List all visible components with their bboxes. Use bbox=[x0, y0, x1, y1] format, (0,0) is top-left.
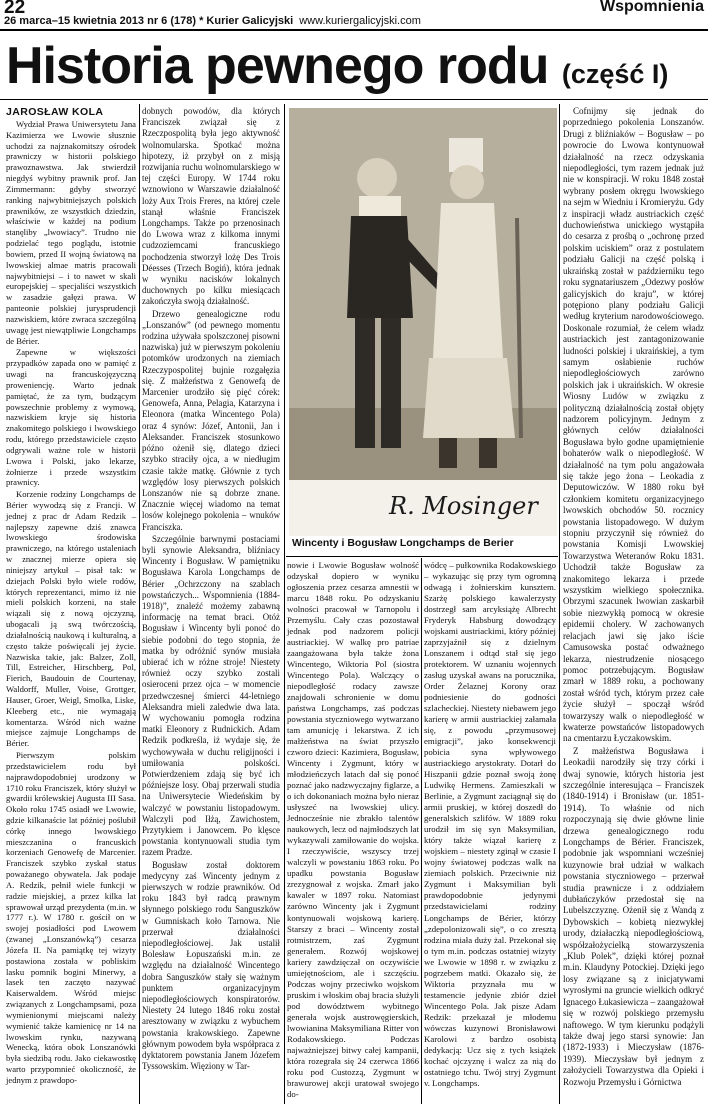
paragraph: Pierwszym polskim przedstawicielem rodu był najprawdopodobniej urodzony w 1710 roku Franciszek, który służył w gwardii królewskiej Augusta III Sasa. Około roku 1745 osiadł we Lwowie, gdzie kilkanaście lat później poślubił córkę innego lwowskiego mieszczanina o francuskich korzeniach Genowefę de Marcenier. Franciszek szybko zyskał status poważanego obywatela. Jak podaje A. Redzik, pełnił wiele funkcji w radzie miejskiej, a przez kilka lat sprawował urząd prezydenta (m.in. w 1777 r.). W 1780 r. gościł on w swojej posiadłości pod Lwowem (zwanej „Lonszanówką”) cesarza Józefa II. Na pamiątkę tej wizyty postawiona została w pobliskim lasku pomnik bogini Minerwy, a lasek ten zaczęto nazywać Kaiserwaldem. Wśród miejsc związanych z Longchampsami, poza wymienionymi miejscami należy wymienić także kamienicę nr 14 na lwowskim rynku, nazywaną Wenecką, która obok Lonszanówki była siedzibą rodu. Jako ciekawostkę warto przypomnieć okoliczność, że jednym z prawdopo- bbox=[6, 750, 136, 1085]
issue-date: 26 marca–15 kwietnia 2013 nr 6 (178) * Kurier Galicyjski bbox=[4, 15, 294, 27]
paragraph: wódcę – pułkownika Rodakowskiego – wykazując się przy tym ogromną odwagą i żołnierskim kunsztem. Szarżę polskiego kawalerzysty dostrzegł sam arcyksiążę Albrecht Fryderyk Habsburg dowodzący wojskami austriackimi, który później zaprzyjaźnił się z dzielnym Lonszanem i odtąd stał się jego protektorem. W uznaniu wojennych zasług uzyskał awans na porucznika, Order Żelaznej Korony oraz podniesienie do godności szlacheckiej. Niestety niebawem jego karierę w armii austriackiej załamała się, z powodu „przymusowej emigracji”, jako konsekwencji pobicia syna wpływowego austriackiego arystokraty. Dotarł do Hiszpanii gdzie poznał swoją żonę Ludwikę Hermens. Zamieszkali w Berlinie, a Zygmunt zaciągnął się do armii pruskiej, w której doszedł do generalskich szlifów. W 1889 roku urodził im się syn Maksymilian, który także wiązał karierę z wojskiem – niestety zginął w czasie I wojny światowej podczas walk na ziemiach polskich. Przeciwnie niż Zygmunt i Maksymilian byli prawdopodobnie jedynymi przedstawicielami rodziny Longchamps de Bérier, którzy „zdepolonizowali się”, o co zresztą rodzina miała duży żal. Przekonał się o tym m.in. podczas ostatniej wizyty we Lwowie w 1898 r. w związku z pogrzebem matki. Okazało się, że Wiktoria przyznała mu w testamencie jedynie zbiór dzieł Wincentego Pola. Jak pisze Adam Redzik: przekazał je młodemu wówczas kuzynowi Bronisławowi Karolowi z bardzo osobistą dedykacją: Ucz się z tych książek kochać ojczyznę i walcz za nią do ostatniego tchu. Twój stryj Zygmunt v. Longchamps. bbox=[424, 560, 556, 1088]
historic-photo bbox=[289, 108, 557, 536]
photo-caption: Wincenty i Bogusław Longchamps de Berier bbox=[292, 537, 514, 549]
section-title: Wspomnienia bbox=[599, 0, 704, 15]
issue-info bbox=[4, 15, 421, 27]
title-main: Historia pewnego rodu bbox=[6, 37, 549, 95]
article-column-1 bbox=[6, 106, 136, 1086]
paragraph: Zapewne w większości przypadków zapada ono w pamięć z uwagi na francuskojęzyczną proweniencję. Warto jednak pamiętać, że za tym, budzącym powszechnie problemy z wymową, nazwiskiem kryje się historia znakomitego polskiego i lwowskiego rodu, którego przedstawiciele często odgrywali ważne role w historii Lwowa i Polski, jako lekarze, żołnierze i przede wszystkim prawnicy. bbox=[6, 347, 136, 488]
article-title bbox=[6, 36, 706, 104]
article-column-3 bbox=[287, 560, 419, 1100]
paragraph: dobnych powodów, dla których Franciszek związał się z Rzeczpospolitą była jego aktywność wolnomularska. Spotkać można hipotezy, iż przybył on z misją rozwijania ruchu wolnomularskiego w tej części Europy. W 1744 roku wznowiono w Warszawie działalność loży Aux Trois Freres, na której czele stanął właśnie Franciszek Longchamps. Także po przenosinach do Lwowa wraz z kilkoma innymi cudzoziemcami francuskiego pochodzenia stworzył lożę Des Trois Déesses (Trzech Bogiń), która jednak w wyniku nacisków lokalnych duchownych po kilku miesiącach zakończyła swoją działalność. bbox=[142, 106, 280, 307]
page-header bbox=[0, 0, 708, 27]
paragraph: Szczególnie barwnymi postaciami byli synowie Aleksandra, bliźniacy Wincenty i Bogusław. W pamiętniku Bogusława Karola Longchamps de Bérier „Ochrzczony na szablach powstańczych... Wspomnienia (1884-1918)”, znaleźć możemy zabawną informację na temat braci. Otóż Bogusław i Wincenty byli ponoć do siebie podobni do tego stopnia, że matka by odróżnić synów musiała ubierać ich w różne stroje! Niestety również oczy szybko zostali osieroceni przez ojca – w momencie przedwczesnej śmierci 44-letniego Aleksandra mieli zaledwie dwa lata. W wychowaniu pomogła rodzina matki Eleonory z Rudnickich. Adam Redzik podkreśla, iż wydaje się, że wychowywała w duchu religijności i umiłowania polskości. Potwierdzeniem zdają się być ich późniejsze losy. Obaj przerwali studia na Uniwersytecie Wiedeńskim by walczyć w powstaniu listopadowym. Walczyli pod Iłżą, Zawichostem, Przytykiem i Janowcem. Po klęsce powstania kontynuowali studia tym razem Pradze. bbox=[142, 533, 280, 858]
article-column-2 bbox=[142, 106, 280, 1072]
photo-illustration bbox=[289, 108, 557, 536]
paragraph: Korzenie rodziny Longchamps de Bérier wywodzą się z Francji. W jednej z prac dr Adam Redzik – najlepszy zapewne dziś znawca lwowskiego środowiska prawniczego, na którego ustaleniach w znacznej mierze opiera się niniejszy artykuł – pisał tak: w dziejach Polski było wiele rodów, których reprezentanci, mimo iż nie mieli polskich korzeni, na stałe wiązali się z nową ojczyzną, ubogacali ją swą twórczością, działalnością naukową i kulturalną, a często także poświęcali jej życie. Nazwiska takie, jak: Balzer, Zoll, Till, Estreicher, Hirschberg, Pol, Fierich, Baudouin de Courtenay, Waldorff, Muller, Voise, Grottger, Hauser, Groer, Weigl, Smolka, Liske, Kleeberg etc., nie wymagają komentarza. Wśród nich ważne miejsce zajmuje Longchamps de Bérier. bbox=[6, 489, 136, 749]
paragraph: Z małżeństwa Bogusława i Leokadii narodziły się trzy córki i dwaj synowie, których historia jest szczególnie interesująca – Franciszek (1840-1914) i Bronisław (ur. 1851-1914). To właśnie od nich rozpoczynają się dwie główne linie drzewa genealogicznego rodu Longchamps de Bérier. Franciszek, podobnie jak wspomniani wcześniej kuzynowie brał udział w walkach powstania styczniowego – przerwał studia prawnicze i z oddziałem dubłańczyków przedostał się na Lubelszczyznę. Ożenił się z Wandą z Dybowskich – kobietą niezwykłej urody, działaczką niepodległościową, współzałożycielką stowarzyszenia „Klub Polek”, dzięki której poznał m.in. Klaudyny Potockiej. Dzięki jego losy związane są z inicjatywami wyrosłymi na gruncie wielkich odkryć Ignacego Łukasiewicza – zaangażował się w rozwój polskiego przemysłu naftowego. W tym kierunku podążyli także dwaj jego starsi synowie: Jan (1872-1933) i Mieczysław (1876-1939). Mieczysław był jednym z założycieli Towarzystwa dla Opieki i Rozwoju Przemysłu i Górnictwa bbox=[563, 745, 704, 1087]
paragraph: Cofnijmy się jednak do poprzedniego pokolenia Lonszanów. Drugi z bliźniaków – Bogusław – po powrocie do Lwowa kontynuował działalność na rzecz odzyskania niepodległości, tym razem jednak już nie w konspiracji. W roku 1848 został wybrany posłem okręgu lwowskiego na sejm w Wiedniu i Kromieryżu. Gdy z inspiracji władz austriackich część duchowieństwa unickiego wystąpiła do cesarza z prośbą o „ochronę przed polskim uciskiem” oraz z postulatem podziału Galicji na część polską i ukraińską został w październiku tego roku sygnatariuszem „Odezwy posłów galicyjskich do kraju”, w której potępiono plany podziału Galicji według kryterium narodowościowego. Doskonale rozumiał, że celem władz austriackich jest zantagonizowanie ludności polskiej i ukraińskiej, a tym samym osłabienie ruchów niepodległościowych zarówno polskich jak i ukraińskich. W okresie Wiosny Ludów w związku z polityczną działalnością został objęty nadzorem policyjnym. Jednym z głównych celów działalności Bogusława było godne upamiętnienie bohaterów walk o niepodległość. W działalność na tym polu angażowała się także jego żona – Leokadia z Deputowiczów. W 1880 roku był członkiem komitetu organizacyjnego lwowskich obchodów 50. rocznicy powstania listopadowego. W dużym stopniu przyczynił się również do powstania Komisji Lwowskiej Towarzystwa Weteranów Roku 1831. Uchodził także Bogusław za znakomitego lekarza i przede wszystkim wielkiego społecznika. Obrzymi szacunek lwowian zaskarbił sobie niezwykłą pomocą w okresie epidemii cholery. W zachowanych relacjach jawi się jako iście Camusowska postać odważnego lekarza, niestrudzenie niosącego pomoc potrzebującym. Bogusław zmarł w 1889 roku, a pochowany został wśród tych, którym przez całe życie służył – spoczął wśród towarzyszy walk o niepodległość w kwaterze powstańców listopadowych na cmentarzu Łyczakowskim. bbox=[563, 106, 704, 744]
paragraph: Bogusław został doktorem medycyny zaś Wincenty jednym z pierwszych w rodzie prawników. Od roku 1843 był radcą prawnym słynnego polskiego rodu Sanguszków w Gumniskach koło Tarnowa. Nie przerwał działalności niepodległościowej. Jak ustalił Bolesław Łopuszański m.in. ze względu na działalność Wincentego dobra Sanguszków stały się ważnym punktem organizacyjnym niepodległościowych konspiratorów. Niestety 24 lutego 1846 roku został aresztowany w związku z wybuchem powstania krakowskiego. Zapewne głównym powodem była współpraca z dyktatorem powstania Janem Józefem Tyssowskim. Więziony w Tar- bbox=[142, 859, 280, 1072]
column-divider bbox=[284, 104, 285, 1104]
paragraph: Drzewo genealogiczne rodu „Lonszanów” (od pewnego momentu rodzina używała spolszczonej pisowni nazwiska) już w pierwszym pokoleniu potomków urodzonych na ziemiach Rzeczypospolitej bujnie rozgałęzia się. Z małżeństwa z Genowefą de Marcenier urodziło się pięć córek: Genowefa, Anna, Pelagia, Katarzyna i Eleonora (matka Wincentego Pola) oraz 4 synów: Józef, Antonii, Jan i Aleksander. Franciszek stosunkowo późno ożenił się, dlatego dzieci szybko straciły ojca, a w niedługim czasie także matkę. Głównie z tych względów losy pierwszych polskich Lonszanów nie są dobrze znane. Znacznie więcej wiadomo na temat losów kolejnego pokolenia – wnuków Franciszka. bbox=[142, 308, 280, 532]
author-byline: JAROSŁAW KOLA bbox=[6, 106, 104, 118]
column-divider bbox=[421, 558, 422, 1104]
website-link[interactable]: www.kuriergalicyjski.com bbox=[299, 15, 421, 27]
paragraph: nowie i Lwowie Bogusław wolność odzyskał dopiero w wyniku ogłoszenia przez cesarza amnestii w marcu 1848 roku. Po odzyskaniu wolności pracował w Tarnopolu i Przemyślu. Cały czas pozostawał jednak pod nadzorem policji austriackiej. W walkę pro patriae zaangażowana była także żona Wincentego, Wiktoria Pol (siostra Wincentego Pola). Walczący o niepodległość rodacy zawsze znajdowali schronienie w domu państwa Longchamps, zaś podczas powstania styczniowego wytwarzano tam amunicję i lekarstwa. Z ich małżeństwa na świat przyszło czworo dzieci: Kazimiera, Bogusław, Wincenty i Zygmunt, który w młodzieńczych latach dał się ponoć poznać jako nadzwyczajny figlarze, a o ich dokonaniach można było nieraz usłyszeć na lwowskiej ulicy. Jednocześnie nie zbrakło talentów naukowych, lecz od najmłodszych lat wykazywali zamiłowanie do wojska. I rzeczywiście, wszyscy trzej walczyli w powstaniu 1863 roku. Po upadku powstania Bogusław zrezygnował z wojska. Zmarł jako kawaler w 1897 roku. Natomiast zarówno Wincenty jak i Zygmunt kontynuowali wojskową karierę. Starszy z braci – Wincenty został rotmistrzem, zaś Zygmunt generałem. Rozwój wojskowej kariery zawdzięczał on oczywiście umiejętnościom, ale i szczęściu. Podczas wojny przeciwko wojskom pruskim i włoskim obaj bracia służyli pod dowództwem wybitnego generała wojsk austrowęgierskich, lwowianina Maksymiliana Ritter von Rodakowskiego. Podczas najważniejszej bitwy całej kampanii, która rozegrała się 24 czerwca 1866 roku pod Custozzą, Zygmunt w brawurowej akcji uratował swojego do- bbox=[287, 560, 419, 1099]
paragraph: Wydział Prawa Uniwersytetu Jana Kazimierza we Lwowie słusznie uchodzi za najznakomitszy ośrodek prawniczy w historii polskiego prawoznawstwa. Jak stwierdził niegdyś wybitny prawnik prof. Jan Zimmermann: gdyby stworzyć ranking najwybitniejszych polskich prawników, ze wszystkich dziedzin, właściwie w każdej na podium stanęliby „lwowiacy”. Trudno nie podzielać tego poglądu, istotnie bowiem, przed II wojną światową na lwowskiej almae matris pracowali najwybitniejsi – i to nawet w skali europejskiej – specjaliści wszystkich w zasadzie gałęzi prawa. W panteonie polskiej jurysprudencji nazwiskiem, które zwraca szczególną uwagę jest niewątpliwie Longchamps de Bérier. bbox=[6, 119, 136, 346]
article-column-5 bbox=[563, 106, 704, 1088]
caption-rule bbox=[286, 556, 558, 557]
column-divider bbox=[559, 104, 560, 1104]
article-column-4 bbox=[424, 560, 556, 1089]
header-rule bbox=[0, 29, 708, 31]
title-rule bbox=[0, 99, 708, 100]
column-divider bbox=[139, 104, 140, 1104]
page-number: 22 bbox=[4, 0, 26, 18]
photographer-signature: R. Mosinger bbox=[389, 492, 538, 520]
title-part: (część I) bbox=[561, 59, 669, 89]
